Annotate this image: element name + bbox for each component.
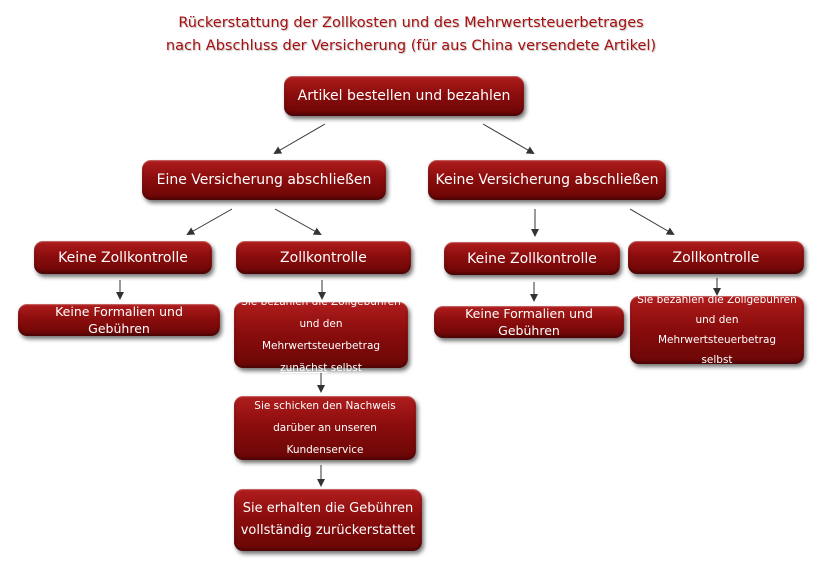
node-left-no-customs-control-label: Keine Zollkontrolle (58, 249, 188, 266)
node-right-customs-control-label: Zollkontrolle (672, 249, 760, 266)
node-left-pay-line3 (280, 357, 362, 379)
node-left-pay-first-underlined: zunächst (280, 362, 328, 374)
node-order-and-pay (284, 76, 524, 116)
node-left-customs-control (236, 241, 411, 274)
node-right-pay-line2: und den Mehrwertsteuerbetrag (657, 314, 777, 346)
node-right-pay-yourself (630, 296, 804, 364)
node-full-refund-line1: Sie erhalten die Gebühren (242, 501, 414, 516)
node-left-pay-line3-rest: selbst (327, 362, 362, 374)
node-send-proof-line2: darüber an unseren Kundenservice (273, 422, 377, 456)
node-take-insurance-label: Eine Versicherung abschließen (156, 172, 372, 188)
node-full-refund (234, 489, 422, 551)
arrow-root-to-insure (275, 124, 325, 153)
node-left-customs-control-label: Zollkontrolle (280, 249, 367, 266)
node-no-insurance (428, 160, 666, 200)
node-send-proof (234, 396, 416, 460)
diagram-title-line2: nach Abschluss der Versicherung (für aus China versendete Artikel) (165, 38, 657, 54)
node-left-pay-yourself (234, 296, 408, 374)
node-no-insurance-label: Keine Versicherung abschließen (435, 172, 659, 188)
node-right-pay-line1: Sie bezahlen die Zollgebühren (637, 294, 797, 306)
node-full-refund-line2: vollständig zurückerstattet (240, 523, 416, 538)
node-right-no-formalities-label: Keine Formalien und Gebühren (465, 306, 593, 338)
node-left-pay-line2: und den Mehrwertsteuerbetrag (261, 318, 381, 352)
node-left-no-formalities-label: Keine Formalien und Gebühren (55, 304, 183, 336)
node-right-no-formalities (434, 306, 624, 338)
node-right-no-customs-control-label: Keine Zollkontrolle (467, 250, 597, 267)
node-left-pay-line1: Sie bezahlen die Zollgebühren (241, 296, 401, 308)
node-left-no-formalities (18, 304, 220, 336)
arrow-insure-to-left-control (275, 209, 320, 234)
arrow-no-insure-to-right-control (630, 209, 673, 234)
node-order-and-pay-label: Artikel bestellen und bezahlen (297, 88, 511, 104)
node-left-no-customs-control (34, 241, 212, 274)
node-take-insurance (142, 160, 386, 200)
diagram-title-line1: Rückerstattung der Zollkosten und des Mehrwertsteuerbetrages (178, 15, 644, 31)
node-right-pay-line3: selbst (701, 354, 733, 366)
arrow-insure-to-left-no-control (188, 209, 232, 234)
arrow-root-to-no-insure (483, 124, 533, 153)
node-right-customs-control (628, 241, 804, 274)
node-right-no-customs-control (444, 242, 620, 275)
node-send-proof-line1: Sie schicken den Nachweis (254, 400, 396, 412)
